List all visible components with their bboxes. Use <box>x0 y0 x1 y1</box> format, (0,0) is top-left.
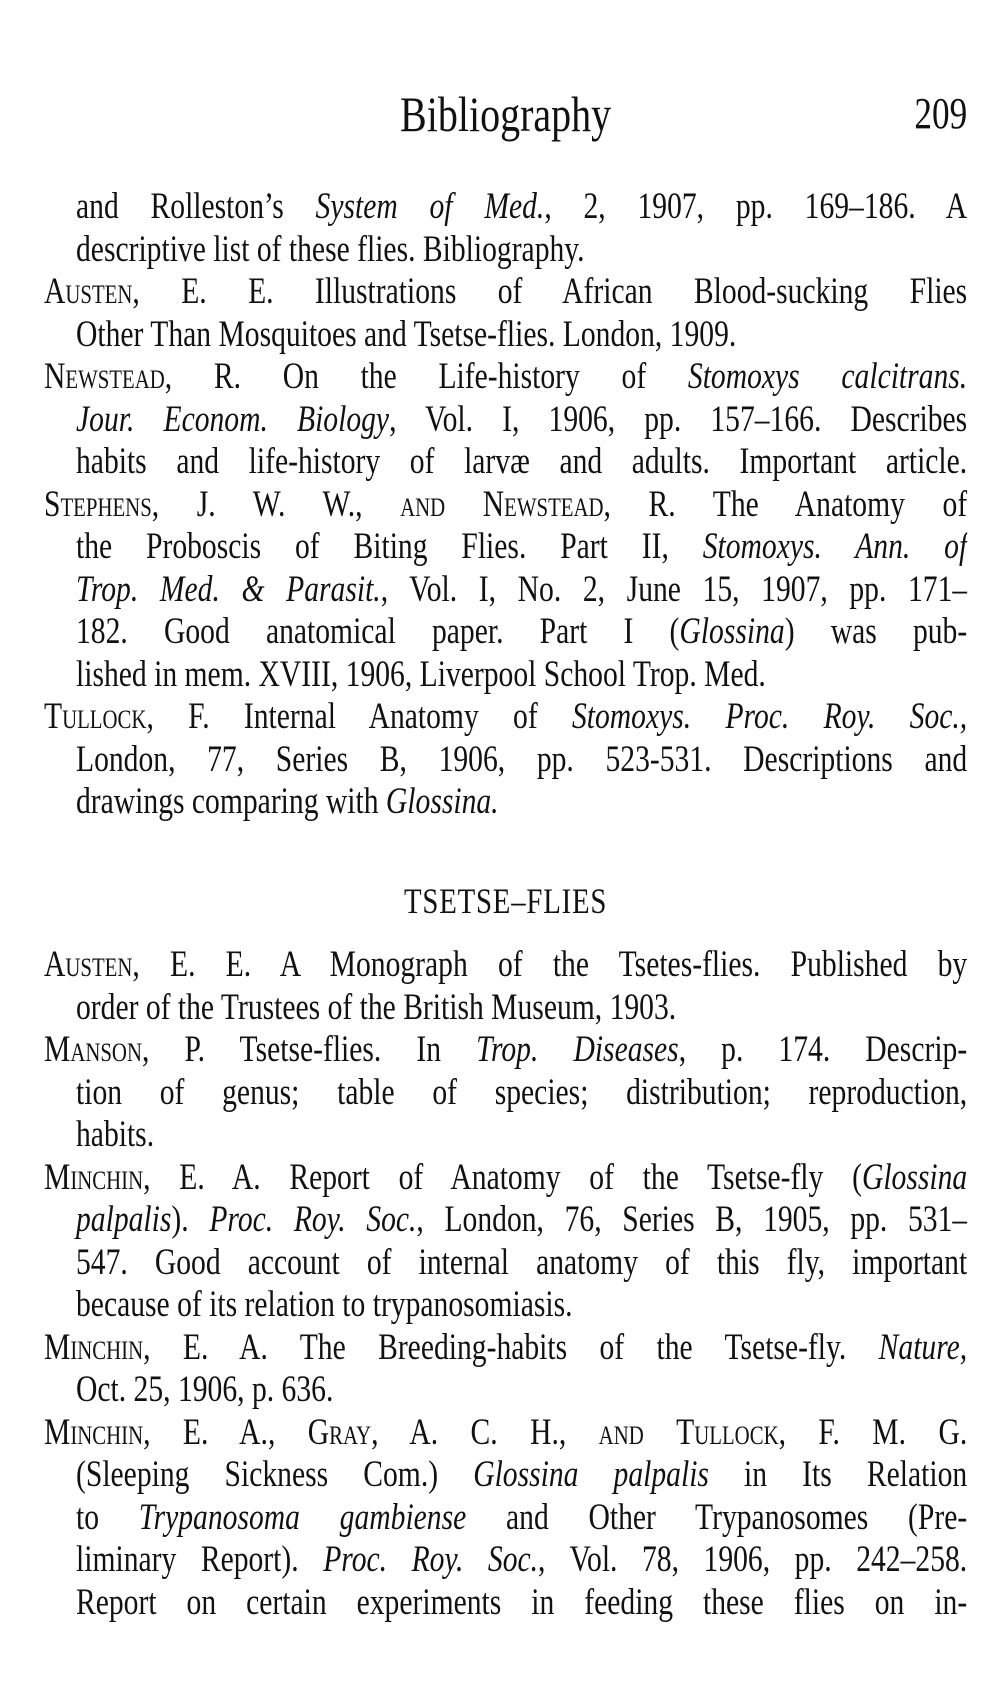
text-run: , London, 76, Series B, 1905, pp. 531– <box>416 1199 968 1240</box>
text-run: , F. Internal Anatomy of <box>146 696 572 737</box>
entry-line <box>44 1199 967 1242</box>
entry-line <box>44 1369 967 1412</box>
author-name: Minchin <box>44 1326 144 1368</box>
author-name: Minchin <box>44 1156 144 1198</box>
text-run: liminary Report). <box>76 1539 324 1580</box>
italic-title: Glossina <box>861 1156 968 1198</box>
italic-title: Stomoxys calcitrans. <box>687 356 968 397</box>
entry-line <box>44 229 967 272</box>
entry-line <box>44 186 967 229</box>
text-run: and Other Trypanosomes (Pre- <box>466 1496 968 1538</box>
text-run: lished in mem. XVIII, 1906, Liverpool School Trop. Med. <box>76 653 766 695</box>
text-run: order of the Trustees of the British Museum, 1903. <box>76 986 677 1028</box>
text-run <box>691 696 725 737</box>
text-run: habits and life-history of larvæ and adults. Important article. <box>76 441 968 482</box>
entry-line <box>44 1072 967 1115</box>
italic-title: Trypanosoma gambiense <box>138 1496 467 1538</box>
running-title: Bibliography <box>400 86 612 142</box>
italic-title: Nature, <box>878 1326 968 1368</box>
entry-line <box>44 1284 967 1327</box>
entry-line <box>44 1114 967 1157</box>
text-run: , E. E. Illustrations of African Blood-sucking Flies <box>132 271 968 312</box>
text-run: London, 77, Series B, 1906, pp. 523-531. Descriptions and <box>76 738 968 780</box>
text-run: , 2, 1907, pp. 169–186. A <box>544 186 968 227</box>
text-run <box>644 1412 676 1453</box>
text-run: ). <box>171 1199 210 1240</box>
author-name: Manson <box>44 1029 142 1070</box>
text-run: descriptive list of these flies. Bibliography. <box>76 228 585 270</box>
entry-line <box>44 569 967 612</box>
text-run: , E. A., <box>143 1411 308 1453</box>
text-run: , Vol. I, 1906, pp. 157–166. Describes <box>389 398 968 440</box>
text-run: Oct. 25, 1906, p. 636. <box>76 1369 334 1410</box>
text-run: , J. W. W., <box>151 483 401 525</box>
entry-first-line <box>44 484 967 527</box>
text-run: , R. The Anatomy of <box>603 483 968 525</box>
text-run: in Its Relation <box>708 1454 968 1495</box>
entry-line <box>44 987 967 1030</box>
author-name: Gray <box>307 1411 372 1453</box>
entry-first-line <box>44 271 967 314</box>
entry-line <box>44 654 967 697</box>
text-run: , A. C. H., <box>371 1411 599 1453</box>
italic-title: Trop. Med. & Parasit. <box>76 568 381 610</box>
entry-line <box>44 1242 967 1285</box>
entry-first-line <box>44 1157 967 1200</box>
author-name: Austen <box>44 271 133 312</box>
author-name: Stephens <box>44 483 152 525</box>
author-name: and <box>598 1411 644 1453</box>
text-run: , E. A. Report of Anatomy of the Tsetse-fly ( <box>143 1156 862 1198</box>
author-name: Newstead <box>44 356 165 397</box>
text-run: Report on certain experiments in feeding these flies on in- <box>76 1581 968 1623</box>
italic-title: Glossina <box>679 611 785 652</box>
italic-title: Glossina. <box>385 781 499 822</box>
text-run: , R. On the Life-history of <box>164 356 688 397</box>
text-run: , P. Tsetse-flies. In <box>141 1029 477 1070</box>
text-run: , Vol. 78, 1906, pp. 242–258. <box>538 1539 968 1580</box>
entry-first-line <box>44 1327 967 1370</box>
entry-line <box>44 526 967 569</box>
text-run: and Rolleston’s <box>76 186 316 227</box>
italic-title: Stomoxys. Ann. of <box>702 526 968 567</box>
text-run: , Vol. I, No. 2, June 15, 1907, pp. 171– <box>380 568 968 610</box>
text-run: 547. Good account of internal anatomy of this fly, important <box>76 1241 968 1283</box>
text-run: , E. E. A Monograph of the Tsetes-flies. Published by <box>132 944 968 985</box>
entry-line <box>44 1497 967 1540</box>
bibliography-entries-continued <box>44 186 967 824</box>
text-run: the Proboscis of Biting Flies. Part II, <box>76 526 703 567</box>
text-run: ) was pub- <box>784 611 968 652</box>
entry-line <box>44 781 967 824</box>
author-name: Austen <box>44 944 133 985</box>
author-name: and <box>400 483 446 525</box>
entry-line <box>44 1454 967 1497</box>
text-run: Other Than Mosquitoes and Tsetse-flies. London, 1909. <box>76 313 737 355</box>
text-run: habits. <box>76 1114 155 1155</box>
text-run: drawings comparing with <box>76 781 386 822</box>
italic-title: palpalis <box>76 1199 172 1240</box>
entry-line <box>44 611 967 654</box>
entry-first-line <box>44 944 967 987</box>
italic-title: Proc. Roy. Soc., <box>725 696 968 737</box>
entry-line <box>44 1539 967 1582</box>
italic-title: Proc. Roy. Soc. <box>323 1539 539 1580</box>
entry-line <box>44 739 967 782</box>
author-name: Tullock <box>676 1411 779 1453</box>
entry-line <box>44 1582 967 1625</box>
tsetse-flies-entries <box>44 944 967 1624</box>
italic-title: Jour. Econom. Biology <box>76 398 390 440</box>
text-run: , p. 174. Descrip- <box>678 1029 968 1070</box>
italic-title: Trop. Diseases <box>476 1029 679 1070</box>
author-name: Tullock <box>44 696 147 737</box>
section-heading: TSETSE–FLIES <box>403 881 608 921</box>
text-run <box>445 484 483 525</box>
text-run: to <box>76 1496 139 1538</box>
entry-line <box>44 441 967 484</box>
italic-title: Glossina palpalis <box>473 1454 709 1495</box>
entry-line <box>44 399 967 442</box>
page-number: 209 <box>914 89 968 138</box>
text-run: tion of genus; table of species; distribution; reproduction, <box>76 1071 968 1113</box>
text-run: because of its relation to trypanosomiasis. <box>76 1284 573 1325</box>
entry-first-line <box>44 356 967 399</box>
author-name: Minchin <box>44 1411 144 1453</box>
italic-title: Stomoxys. <box>571 696 692 737</box>
entry-first-line <box>44 696 967 739</box>
book-page <box>44 0 967 1702</box>
text-run: 182. Good anatomical paper. Part I ( <box>76 611 680 652</box>
italic-title: System of Med. <box>315 186 545 227</box>
text-run: (Sleeping Sickness Com.) <box>76 1454 474 1495</box>
entry-line <box>44 314 967 357</box>
text-run: , F. M. G. <box>778 1411 968 1453</box>
author-name: Newstead <box>482 483 604 525</box>
text-run: , E. A. The Breeding-habits of the Tsetse-fly. <box>143 1326 879 1368</box>
entry-first-line <box>44 1029 967 1072</box>
italic-title: Proc. Roy. Soc. <box>209 1199 417 1240</box>
entry-first-line <box>44 1412 967 1455</box>
